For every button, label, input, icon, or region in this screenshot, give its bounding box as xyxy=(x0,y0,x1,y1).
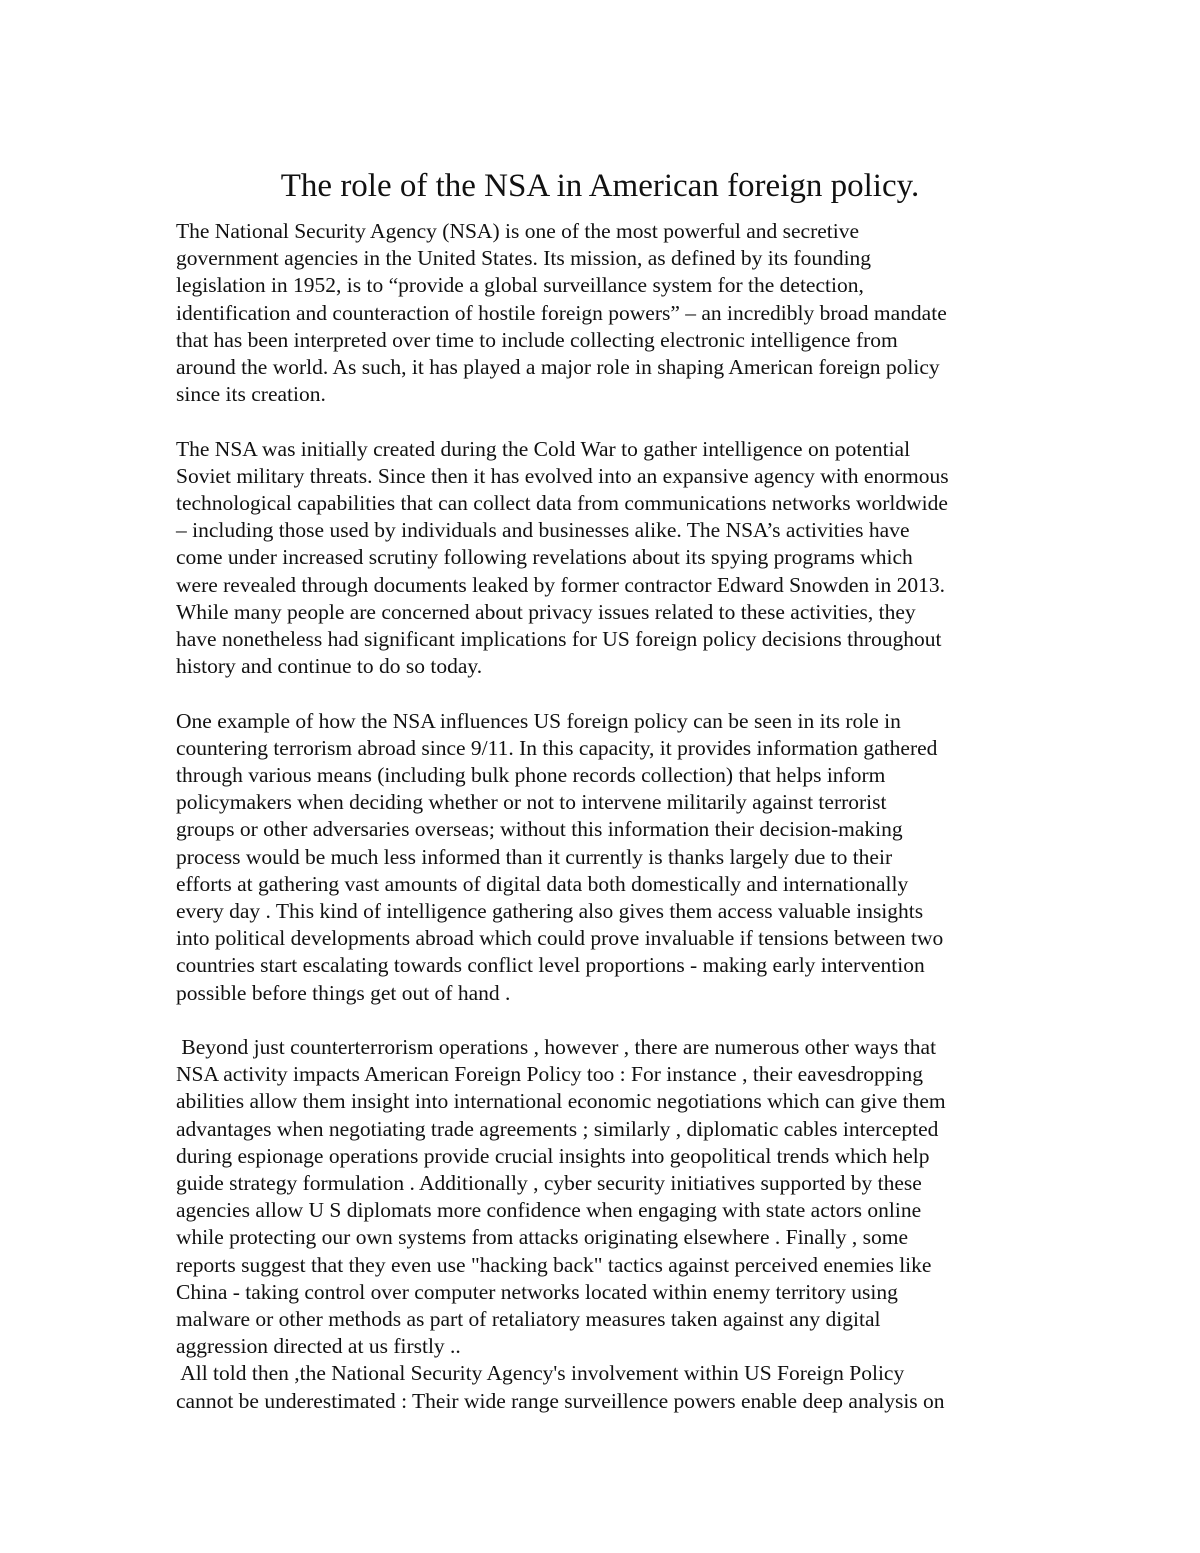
text-line: identification and counteraction of hostile foreign powers” – an incredibly broad mandate xyxy=(176,300,947,325)
text-line: cannot be underestimated : Their wide range surveillence powers enable deep analysis on xyxy=(176,1388,945,1413)
text-line: were revealed through documents leaked by former contractor Edward Snowden in 2013. xyxy=(176,572,945,597)
text-line: One example of how the NSA influences US foreign policy can be seen in its role in xyxy=(176,708,901,733)
paragraph-1 xyxy=(176,218,1036,408)
text-line: reports suggest that they even use "hacking back" tactics against perceived enemies like xyxy=(176,1252,932,1277)
text-line: that has been interpreted over time to include collecting electronic intelligence from xyxy=(176,327,898,352)
paragraph-2 xyxy=(176,436,1036,681)
text-line: efforts at gathering vast amounts of digital data both domestically and internationally xyxy=(176,871,909,896)
text-line: since its creation. xyxy=(176,382,326,407)
text-line: government agencies in the United States. Its mission, as defined by its founding xyxy=(176,246,872,271)
text-line: technological capabilities that can collect data from communications networks worldwide xyxy=(176,491,948,516)
text-line: come under increased scrutiny following revelations about its spying programs which xyxy=(176,545,913,570)
text-line: abilities allow them insight into international economic negotiations which can give them xyxy=(176,1089,946,1114)
text-line: malware or other methods as part of retaliatory measures taken against any digital xyxy=(176,1307,881,1332)
text-line: NSA activity impacts American Foreign Policy too : For instance , their eavesdropping xyxy=(176,1062,923,1087)
text-line: guide strategy formulation . Additionally , cyber security initiatives supported by these xyxy=(176,1171,922,1196)
text-line: through various means (including bulk phone records collection) that helps inform xyxy=(176,763,886,788)
text-line: legislation in 1952, is to “provide a global surveillance system for the detection, xyxy=(176,273,864,298)
document-title: The role of the NSA in American foreign policy. xyxy=(280,168,920,204)
text-line: during espionage operations provide crucial insights into geopolitical trends which help xyxy=(176,1143,930,1168)
text-line: groups or other adversaries overseas; without this information their decision-making xyxy=(176,817,903,842)
text-line: The NSA was initially created during the Cold War to gather intelligence on potential xyxy=(176,436,911,461)
paragraph-5 xyxy=(176,1360,1036,1414)
text-line: While many people are concerned about privacy issues related to these activities, they xyxy=(176,599,916,624)
text-line: aggression directed at us firstly .. xyxy=(176,1334,461,1359)
text-line: while protecting our own systems from attacks originating elsewhere . Finally , some xyxy=(176,1225,909,1250)
text-line: Beyond just counterterrorism operations , however , there are numerous other ways that xyxy=(176,1035,937,1060)
text-line: every day . This kind of intelligence gathering also gives them access valuable insights xyxy=(176,899,924,924)
text-line: possible before things get out of hand . xyxy=(176,980,511,1005)
text-line: All told then ,the National Security Agency's involvement within US Foreign Policy xyxy=(176,1361,905,1386)
paragraph-3 xyxy=(176,708,1036,1007)
text-line: – including those used by individuals and businesses alike. The NSA’s activities have xyxy=(176,518,910,543)
text-line: into political developments abroad which could prove invaluable if tensions between two xyxy=(176,926,944,951)
text-line: Soviet military threats. Since then it has evolved into an expansive agency with enormous xyxy=(176,463,949,488)
text-line: China - taking control over computer networks located within enemy territory using xyxy=(176,1279,898,1304)
text-line: around the world. As such, it has played a major role in shaping American foreign policy xyxy=(176,355,940,380)
paragraph-4 xyxy=(176,1034,1036,1360)
text-line: history and continue to do so today. xyxy=(176,654,483,679)
text-line: advantages when negotiating trade agreements ; similarly , diplomatic cables intercepted xyxy=(176,1116,939,1141)
text-line: countering terrorism abroad since 9/11. In this capacity, it provides information gathered xyxy=(176,735,938,760)
text-line: have nonetheless had significant implications for US foreign policy decisions throughout xyxy=(176,627,942,652)
text-line: countries start escalating towards conflict level proportions - making early intervention xyxy=(176,953,925,978)
text-line: agencies allow U S diplomats more confidence when engaging with state actors online xyxy=(176,1198,922,1223)
text-line: policymakers when deciding whether or not to intervene militarily against terrorist xyxy=(176,790,887,815)
document-body xyxy=(176,218,1036,1415)
text-line: process would be much less informed than it currently is thanks largely due to their xyxy=(176,844,893,869)
text-line: The National Security Agency (NSA) is one of the most powerful and secretive xyxy=(176,219,860,243)
